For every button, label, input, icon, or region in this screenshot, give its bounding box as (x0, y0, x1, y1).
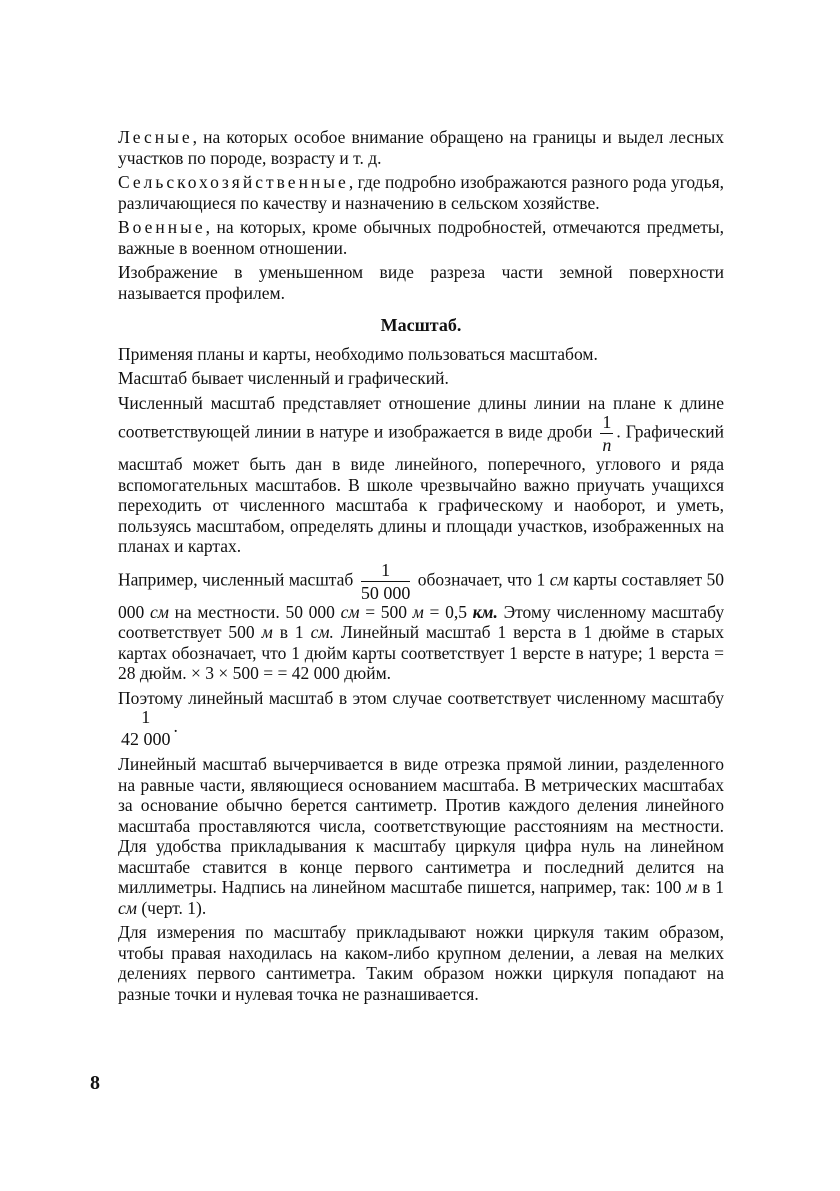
section-heading-scale: Масштаб. (380, 315, 462, 335)
fraction-1-over-n (600, 413, 613, 454)
unit-m: м (261, 622, 273, 642)
example-text-g: Этому численному масштабу соответствует 500 (118, 601, 725, 642)
linear-equivalent-text: Поэтому линейный масштаб в этом случае соответствует численному масштабу (118, 687, 724, 708)
term-agricultural: Сельскохозяйственные (118, 172, 349, 192)
term-military: Военные (118, 217, 206, 237)
example-text-a: Например, численный масштаб (118, 569, 354, 590)
fraction-numerator: 1 (141, 707, 151, 727)
example-text-c: карты составляет 50 000 (118, 569, 725, 622)
paragraph-agricultural-maps (118, 172, 724, 213)
unit-cm: см. (310, 622, 334, 642)
linear-scale-text-b: в 1 (702, 877, 724, 897)
upper-text-block (118, 127, 724, 1008)
unit-m: м (686, 877, 698, 897)
fraction-1-over-42000 (121, 708, 171, 748)
linear-scale-text-c: (черт. 1). (141, 897, 207, 918)
unit-cm: см (549, 569, 569, 590)
page-number: 8 (90, 1072, 100, 1094)
numeric-scale-text-a: Численный масштаб представляет отношение длины линии на плане к длине соответствующей линии в натуре и изображается в виде дроби (118, 392, 724, 442)
unit-cm: см (149, 601, 169, 622)
paragraph-scale-types: Масштаб бывает численный и графический. (118, 368, 449, 388)
paragraph-profile: Изображение в уменьшенном виде разреза части земной поверхности называется профилем. (118, 262, 724, 303)
paragraph-forest-text: , на которых особое внимание обращено на границы и выдел лесных участков по породе, возрасту и т. д. (118, 127, 724, 168)
paragraph-using-scale: Применяя планы и карты, необходимо пользоваться масштабом. (118, 343, 598, 364)
unit-m: м (412, 601, 424, 622)
paragraph-military-text: , на которых, кроме обычных подробностей, отмечаются предметы, важные в военном отношении. (118, 217, 724, 258)
paragraph-linear-scale (118, 754, 724, 918)
example-text-d: на местности. 50 000 (174, 601, 335, 622)
fraction-1-over-50000 (361, 561, 411, 602)
example-text-e: = 500 (365, 601, 407, 622)
fraction-numerator: 1 (361, 561, 411, 582)
paragraph-example (118, 561, 724, 684)
paragraph-numeric-scale (118, 393, 724, 557)
term-forest: Лесные (118, 127, 193, 147)
paragraph-forest-maps (118, 127, 724, 168)
fraction-denominator: 50 000 (360, 582, 411, 603)
fraction-denominator: 42 000 (121, 729, 171, 749)
linear-equivalent-end: . (173, 716, 178, 737)
unit-cm: см (340, 601, 360, 622)
numeric-scale-text-b: . Графический масштаб может быть дан в виде линейного, поперечного, углового и ряда вспомогательных масштабов. В школе чрезвычайно важно приучать учащихся переходить от численного масштаба к графическому и наоборот, и уметь, пользуясь масштабом, определять длины и площади участков, изображенных на планах и картах. (118, 421, 724, 556)
paragraph-agricultural-text: , где подробно изображаются разного рода угодья, различающиеся по качеству и назначению в сельском хозяйстве. (118, 172, 724, 213)
paragraph-compass-measuring: Для измерения по масштабу прикладывают ножки циркуля таким образом, чтобы правая находилась на каком-либо крупном делении, а левая на мелких делениях первого сантиметра. Таким образом ножки циркуля попадают на разные точки и нулевая точка не разнашивается. (118, 922, 724, 1004)
example-text-h: в 1 (279, 622, 304, 642)
unit-km: км. (472, 601, 498, 622)
fraction-numerator: 1 (602, 412, 612, 432)
linear-scale-text: Линейный масштаб вычерчивается в виде отрезка прямой линии, разделенного на равные части, являющиеся основанием масштаба. В метрических масштабах за основание обычно берется сантиметр. Против каждого деления линейного масштаба проставляются числа, соответствующие расстояниям на местности. Для удобства прикладывания к масштабу циркуля цифра нуль на линейном масштабе ставится в конце первого сантиметра и последний делится на миллиметры. Надпись на линейном масштабе пишется, например, так: 100 (118, 754, 724, 897)
paragraph-linear-equivalent (118, 688, 724, 749)
example-text-b: обозначает, что 1 (417, 569, 546, 590)
example-text-i: Линейный масштаб 1 верста в 1 дюйме в старых картах обозначает, что 1 дюйм карты соответствует 1 версте в натуре; 1 верста = 28 дюйм. × 3 × 500 = = 42 000 дюйм. (118, 622, 725, 683)
example-text-f: = 0,5 (429, 601, 467, 622)
fraction-denominator: n (602, 435, 612, 455)
paragraph-military-maps (118, 217, 724, 258)
unit-cm: см (118, 897, 137, 918)
